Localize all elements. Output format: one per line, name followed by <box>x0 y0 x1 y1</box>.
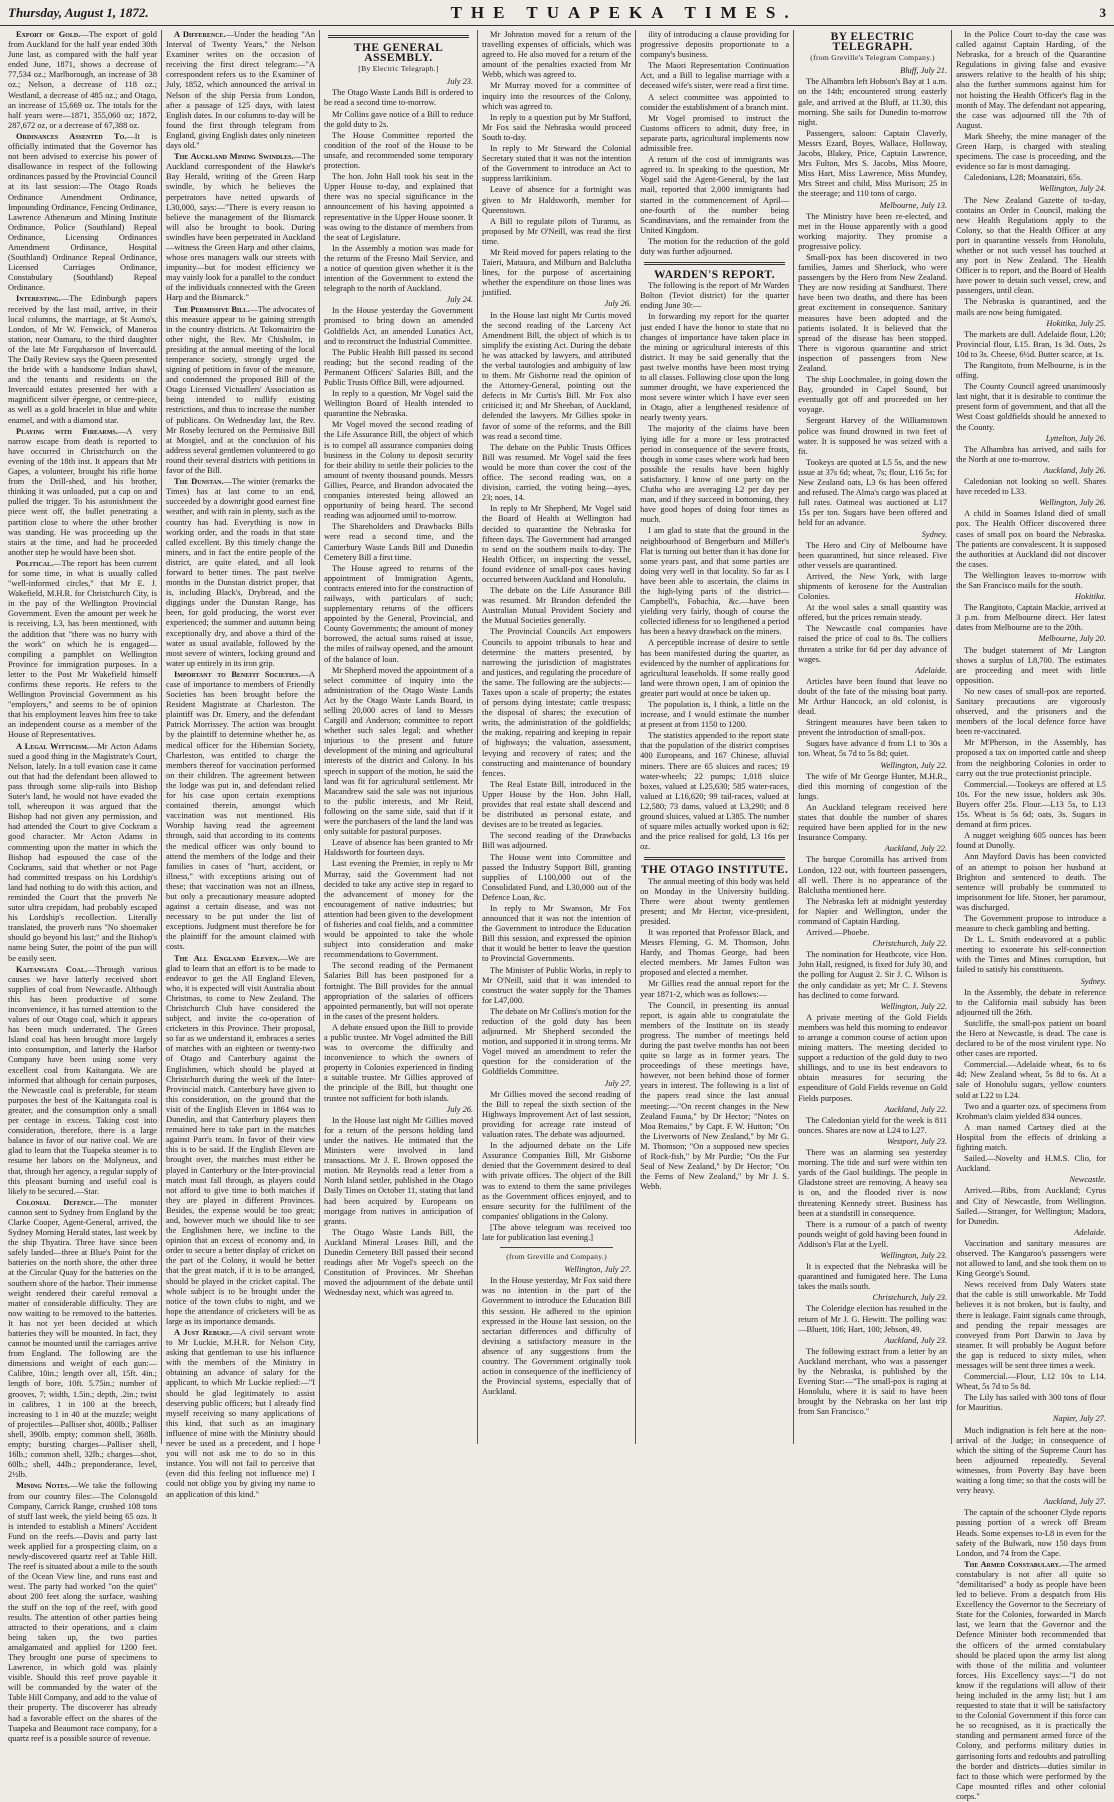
paragraph: In the House last night Mr Gillies moved for a return of the persons holding land under the natives. He intimated that the Ministers were involved in land transactions. Mr J. E. Brown opposed the motion. Mr Reynolds read a letter from a North Island settler, published in the Otago Daily Times on October 11, stating that land had been acquired by Europeans on mortgage from natives in anticipation of grants. <box>324 1115 474 1226</box>
paragraph-heading: Mining Notes. <box>16 1481 70 1491</box>
paragraph: It is expected that the Nebraska will be quarantined and fumigated here. The Luna takes the mails south. <box>798 1262 948 1292</box>
paragraph: Small-pox has been discovered in two families, James and Sherlock, who were passengers by the Hero from New Zealand. They are now residing at Sandhurst. There have been two deaths, and there has been great excitement in consequence. Sanitary measures have been adopted and the patients isolated. It is believed that the spread of the disease has been stopped. There is vigorous quarantine and strict inspection of passengers from New Zealand. <box>798 252 948 373</box>
paragraph: A select committee was appointed to consider the establishment of a branch mint. <box>640 92 790 112</box>
page-number: 3 <box>1099 4 1106 20</box>
paragraph: Commercial.—Tookeys are offered at L5 10s. For the new issue, holders ask 30s. Buyers offer 25s. Flour.—L13 5s, to L13 15s. Wheat is 5s 6d; oats, 3s. Sugars in demand at firm prices. <box>956 779 1106 830</box>
paragraph <box>8 427 157 558</box>
paragraph: In reply to a question put by Mr Stafford, Mr Fox said the Nebraska would proceed South to-day. <box>482 112 632 142</box>
paragraph: The barque Coromilla has arrived from London, 122 out, with fourteen passengers, all well. There is no appearance of the Balclutha mentioned here. <box>798 855 948 895</box>
divider <box>328 35 469 38</box>
paragraph: The annual meeting of this body was held on Monday in the University building. There were about twenty gentlemen present; and Mr Hector, vice-president, presided. <box>640 876 790 926</box>
dateline: Wellington, July 22. <box>880 1001 948 1011</box>
paragraph: Commercial.—Adelaide wheat, 6s to 6s 4d; New Zealand wheat, 5s 8d to 6s. At a sale of Honolulu sugars, yellow counters sold at L22 to L24. <box>956 1060 1106 1100</box>
paragraph <box>8 132 157 294</box>
paragraph: The Real Estate Bill, introduced in the Upper House by the Hon. John Hall, provides that real estate shall descend and be distributed as personal estate, and devises are to be treated as legacies. <box>482 779 632 830</box>
paragraph-text: —The advocates of this measure appear to be gaining strength in the country districts. At Tokomairiro the other night, the Rev. Mr Chisholm, in presiding at the annual meeting of the local temperance society, strongly urged the signing of petitions in favor of the measure, and condemned the proposed Bill of the Otago Licensed Victuallers' Association as being intended to nullify existing restrictions, and thus to increase the number of publicans. On Wednesday last, the Rev. Mr Roseby lectured on the Permissive Bill at Mosgiel, and at the conclusion of his address several gentlemen volunteered to go round their several districts with petitions in favor of the Bill. <box>166 304 316 476</box>
paragraph: A debate ensued upon the Bill to provide a public trustee. Mr Vogel admitted the Bill was to overcome the difficulty and inconvenience to which the owners of property in Colonies experienced in finding a suitable trustee. Mr Gillies approved of the principle of the Bill, but thought one trustee not sufficient for both islands. <box>324 1022 474 1103</box>
paragraph: ility of introducing a clause providing for progressive deposits proportionate to a company's business. <box>640 30 790 60</box>
paragraph: Sugars have advance d from L1 to 30s a ton. Wheat, 5s 7d to 5s 8d; quiet. <box>798 739 948 759</box>
paragraph-text: —The export of gold from Auckland for the half year ended 30th June last, as compared with the half year ended June, 1871, shows a decrease of 77,534 oz.; Marlborough, an increase of 38 oz.; Nelson, a decrease of 118 oz.; Westland, a decrease of 485 oz.; and Otago, an increase of 15,669 oz. The totals for the half years were—1871, 355,060 oz; 1872, 287,672 oz, or a decrease of 67,388 oz. <box>8 30 158 130</box>
paragraph: In the Assembly, the debate in reference to the California mail subsidy has been adjourned till the 26th. <box>956 987 1106 1017</box>
paragraph <box>166 305 315 477</box>
paragraph: The Alhambra left Hobson's Bay at 1 a.m. on the 14th; encountered strong easterly gale, and arrived at the Bluff, at 11.30, this morning. She sails for Dunedin to-morrow night. <box>798 77 948 127</box>
paragraph: A man named Cartney died at the Hospital from the effects of drinking a fighting match. <box>956 1122 1106 1153</box>
paragraph-text: —The armed constabulary is not after all quite so "demilitarised" a body as people have been led to believe. From a despatch from His Excellency the Governor to the Secretary of State for the Colonies, forwarded in March last, we learn that the Governor and the Defence Minister both recommended that the officers of the armed constabulary should be placed upon the army list along with those of the militia and volunteer forces. His Excellency says:—"I do not know if the regulations will allow of their being included in the army list; but I am requested to state that it will be satisfactory to the Colonial Government if this force can be so recognised, as it is practically the standing and permanent armed force of the Colony, and performs military duties in garrisoning forts and redoubts and patrolling the border and districts—duties similar in fact to those which were performed by the Cape mounted rifles and other colonial corps." <box>956 1559 1106 1801</box>
paragraph: A return of the cost of immigrants was agreed to. In speaking to the question, Mr Vogel said the Agent-General, by the last mail, reported that 2,000 immigrants had started in the commencement of April—one-fourth of the number being Scandinavians, and the remainder from the United Kingdom. <box>640 155 790 235</box>
paragraph: The House Committee reported the condition of the roof of the House to be unsafe, and recommended some temporary protection. <box>324 130 474 171</box>
paragraph-text: —We take the following from our country files:—The Colonsgold Company, Carrick Range, crushed 108 tons of stuff last week, the yield being 65 ozs. It is intended to establish a Miners' Accident Fund on the reefs.—Davis and party last week applied for a prospecting claim, on a newly-discovered quartz reef at Table Hill. The reef is situated about a mile to the south of the Ocean View line, and runs east and west. The party had worked "on the quiet" about 200 feet along the surface, washing the stuff on the top of the reef, with good results. The attention of other parties being attracted to their operations, and a claim being taken up, the two parties amalgamated and applied for 1200 feet. They brought one purse of specimens to Lawrence, in which gold was plainly visible. Should this reef prove payable it will be commanded by the water of the Table Hill Company, and add to the value of their property. The discoverer has already had a favorable effect on the shares of the Tuapeka and Beaumont race company, for a quartz reef is a possible source of revenue. <box>8 1481 158 1743</box>
paragraph-heading: The Auckland Mining Swindles. <box>174 152 294 162</box>
dateline: Napier, July 27. <box>1052 1414 1106 1424</box>
paragraph: Arrived.—Ribs, from Auckland; Cyrus and City of Newcastle, from Wellington. Sailed.—Stranger, for Wellington; Madora, for Dunedin. <box>956 1186 1106 1226</box>
paragraph: The Alhambra has arrived, and sails for the North at one to-morrow. <box>956 444 1106 464</box>
paragraph: Mr Reid moved for papers relating to the Taieri, Mataura, and Milburn and Balclutha lines, for the purpose of ascertaining whether the expenditure on those lines was justified. <box>482 247 632 298</box>
paragraph: Caledonian not looking so well. Shares have receded to L33. <box>956 477 1106 497</box>
dateline: Wellington, July 27. <box>564 1265 632 1275</box>
paragraph: Caledonians, L28; Moanatairi, 65s. <box>964 173 1083 183</box>
paragraph-heading: A Just Rebuke. <box>174 1328 232 1337</box>
column-1 <box>4 30 162 1743</box>
paragraph: The Public Health Bill passed its second reading; but the second reading of the Permanent Officers' Salaries Bill, and the Public Trusts Office Bill, were adjourned. <box>324 347 474 387</box>
dateline: Melbourne, July 20. <box>1038 634 1106 644</box>
paragraph: Mr Gillies moved the second reading of the Bill to repeal the sixth section of the Highways Improvement Act of last session, providing for acreage rate instead of valuation rates. The debate was adjourned. <box>482 1089 632 1140</box>
paragraph-text: —It is officially intimated that the Governor has not been advised to exercise his power of disallowance in respect of the following ordinances passed by the Provincial Council at its last session:—The Otago Roads Ordinance Amendment Ordinance, Impounding Ordinance, Fencing Ordinance, Lawrence Athenæum and Mining Institute Ordinance, Police (Southland) Repeal Ordinance, Licensing Ordinances Amendment Ordinance, Hospital (Southland) Ordinance Repeal Ordinance, Licensed Carriages Ordinance, Constabulary (Southland) Repeal Ordinance. <box>8 131 158 293</box>
dateline: Adelaide. <box>1074 1227 1106 1237</box>
paragraph: The House went into Committee and passed the Industry Support Bill, granting supplies of L100,000 out of the Consolidated Fund, and L30,000 out of the Defence Loan, &c. <box>482 852 632 902</box>
dateline: Auckland, July 27. <box>1043 1497 1106 1507</box>
paragraph: The majority of the claims have been lying idle for a more or less protracted period in consequence of the severe frosts, though in some cases where work had been possible the results have been highly satisfactory. I know of one party on the Clutha who are averaging L2 per day per man, and if they succeed in bottoming, they have good hopes of doing four times as much. <box>640 424 790 525</box>
dateline: Christchurch, July 23. <box>872 1293 948 1303</box>
dateline: Hokitika. <box>1075 592 1106 602</box>
paragraph-heading: Important to Benefit Societies. <box>174 669 301 679</box>
column-4 <box>478 30 636 1444</box>
paragraph <box>8 742 157 964</box>
paragraph: At the wool sales a small quantity was offered, but the prices remain steady. <box>798 603 948 623</box>
paragraph <box>8 1198 157 1481</box>
paragraph: The following extract from a letter by an Auckland merchant, who was a passenger by the Nebraska, is published by the Evening Star:—"The small-pox is raging at Honolulu, where it is said to have been brought by the Nebraska on her last trip from San Francisco." <box>798 1346 948 1417</box>
paragraph <box>166 670 315 953</box>
paragraph: The Caledonian yield for the week is 811 ounces. Shares are now at L24 to L27. <box>798 1115 948 1135</box>
paragraph: The Otago Waste Lands Bill, the Auckland Mineral Leases Bill, and the Dunedin Cemetery Bill passed their second readings after Mr Vogel's speech on the Constitution of Provinces. Mr Sheehan moved the adjournment of the debate until Wednesday next, which was agreed to. <box>324 1227 474 1298</box>
paragraph: Sutcliffe, the small-pox patient on board the Hero at Newcastle, is dead. The case is declared to be of the most virulent type. No other cases are reported. <box>956 1018 1106 1059</box>
dateline: Wellington, July 26. <box>1039 498 1106 508</box>
paragraph-heading: The Permissive Bill. <box>174 304 250 314</box>
paragraph-heading: Colonial Defence. <box>16 1197 96 1207</box>
paragraph: The New Zealand Gazette of to-day, contains an Order in Council, making the new Health Regulations apply to the Colony, so that the Health Officer at any port in quarantine vessels from Honolulu, whether or not such vessel has touched at any port in New Zealand. The Health Officer is to report, and the Board of Health have power to detain such vessel, crew, and passengers, until clean. <box>956 195 1106 296</box>
paragraph: The population is, I think, a little on the increase, and I would estimate the number at present at from 1150 to 1200. <box>640 700 790 730</box>
paragraph: Sailed.—Novelty and H.M.S. Clio, for Auckland. <box>956 1154 1106 1174</box>
paragraph: In the adjourned debate on the Life Assurance Companies Bill, Mr Gisborne denied that the Government desired to deal with private offices. The object of the Bill was to extend to them the same privileges as the Government offices enjoyed, and to ensure security for the fulfilment of the companies' obligations in the Colony. <box>482 1141 632 1221</box>
paragraph: An Auckland telegram received here states that double the number of shares required have been applied for in the new Insurance Company. <box>798 802 948 843</box>
paragraph: Ann Mayford Davis has been convicted of an attempt to poison her husband at Brighton and sentenced to death. The sentence will probably be commuted to imprisonment for life. Stoner, her paramour, was discharged. <box>956 852 1106 912</box>
dateline: Bluff, July 21. <box>900 66 948 76</box>
dateline: Hokitika, July 25. <box>1046 318 1106 328</box>
dateline: July 26. <box>604 299 632 309</box>
paragraph: Passengers, saloon: Captain Claverly, Messrs Ezard, Boyes, Wallace, Holloway, Jacobs, Blakey, Price, Captain Lawrence, Mrs Fulton, Mrs S. Jacobs, Miss Moore, Miss Hart, Miss Lawrence, Miss Mundey, Mrs Street and child, Miss Murison; 25 in the steerage; and 110 tons of cargo. <box>798 128 948 199</box>
section-byline: [By Electric Telegraph.] <box>358 64 439 74</box>
paragraph: Mr Murray moved for a committee of inquiry into the resources of the Colony, which was agreed to. <box>482 81 632 111</box>
paragraph <box>956 1560 1106 1802</box>
paragraph: The Nebraska left at midnight yesterday for Napier and Wellington, under the command of Captain Harding. <box>798 896 948 926</box>
paragraph: Mr M'Pherson, in the Assembly, has proposed a tax on imported cattle and sheep from the neighboring Colonies in order to carry out the true protectionist principle. <box>956 738 1106 778</box>
paragraph: A Bill to regulate pilots of Turamu, as proposed by Mr O'Neill, was read the first time. <box>482 216 632 246</box>
paragraph: The Council, in presenting its annual report, is again able to congratulate the members of the Institute on its steady progress. The number of meetings held during the past twelve months has not been quite so large as in former years. The proceedings of these meetings have, however, not been behind those of former years in interest. The following is a list of the papers read since the last annual meeting:—"On recent changes in the New Zealand Fauna," by Dr Hector; "Notes on Moa Remains," by Capt. F. W. Hutton; "On the Liverworts of New Zealand," by Mr G. M. Thomson; "On a supposed new species of Rock-fish," by Mr Purdie; "On the Fur Seal of New Zealand," by Dr Hector; "On the Ferns of New Zealand," by Mr J. S. Webb. <box>640 1000 790 1192</box>
paragraph: Two and a quarter ozs. of specimens from Krohman's claim yielded 834 ounces. <box>956 1101 1106 1121</box>
paragraph: In the Police Court to-day the case was called against Captain Harding, of the Nebraska, for a breach of the Quarantine Regulations in giving false and evasive answers relative to the health of his ship; also the further summons against him for not hoisting the Health Officer's flag in the month of May. The defendant not appearing, the case was adjourned till the 7th of August. <box>956 30 1106 130</box>
paragraph: The second reading of the Drawbacks Bill was adjourned. <box>482 831 632 851</box>
newspaper-title: THE TUAPEKA TIMES. <box>450 2 798 22</box>
column-grid <box>4 30 1110 1801</box>
paragraph-text: —The report has been current for some time, in what is usually called "well-informed circles," that Mr E. J. Wakefield, M.H.R. for Christchurch City, is in the pay of the Wellington Provincial Government. Even the amount per week he is receiving, L3, has been mentioned, with the addition that "there was no hurry with the work" on which he is engaged—compiling a pamphlet on Wellington Province for immigration purposes. In a letter to the Post Mr Wakefield himself confirms these reports. He refers to the Wellington Provincial Government as his "employers," and seems to be of opinion that his employment leaves him free to take an independent course as a member of the House of Representatives. <box>8 558 158 740</box>
dateline: Newcastle. <box>1069 1175 1106 1185</box>
paragraph: Mr Collins gave notice of a Bill to reduce the gold duty to 2s. <box>324 109 474 129</box>
paragraph: The motion for the reduction of the gold duty was further adjourned. <box>640 236 790 256</box>
paragraph-heading: Export of Gold. <box>16 30 81 39</box>
paragraph <box>166 477 315 669</box>
dateline: Melbourne, July 13. <box>879 200 948 210</box>
dateline: Wellington, July 24. <box>1039 184 1106 194</box>
dateline: Sydney. <box>1080 976 1106 986</box>
paragraph: Mark Sheehy, the mine manager of the Green Harp, is charged with stealing specimens. The case is proceeding, and the evidence so far is most damaging. <box>956 131 1106 172</box>
paragraph-text: —A very narrow escape from death is reported to have occurred in Christchurch on the evening of the 18th inst. It appears that Mr Gapes, a volunteer, brought his rifle home from the Drill-shed, and his brother, thinking it was unloaded, put a cap on and pulled the trigger. To his astonishment the piece went off, the bullet penetrating a partition close to where the other brother was standing. He was proceeding up the stairs at the time, and had he proceeded another step he would have been shot. <box>8 426 158 557</box>
paragraph-text: —Mr Acton Adams sued a good thing in the Magistrate's Court, Nelson, lately. In a toll evasion case it came out that had the defendant been allowed to pass through some slip-rails into Bishop Suter's land, he would not have evaded the toll, whereupon it was argued that the Bishop had not given any permission, and had attended the Court to give Cockram a good character. Mr Acton Adams in commenting upon the matter in which the Bishop had espoused the case of the Cockrams, said that whether or not Page had committed trespass on his Lordship's land had nothing to do with this action, and reminded the Court that the proverb Ne sutor ultra crepidam, had probably escaped his Lordship's recollection. Literally translated, the proverb runs "No shoemaker should go beyond his last;" and the Bishop's name being Suter, the point of the pun will be easily seen. <box>8 741 158 963</box>
divider <box>644 857 785 860</box>
paragraph: Mr Vogel moved the second reading of the Life Assurance Bill, the object of which is to compel all assurance companies doing business in the Colony to deposit security for their ability to settle their policies to the amount of twenty thousand pounds. Messrs Gillies, Pearce, and Brandon advocated the companies interested being allowed an opportunity of being heard. The second reading was adjourned until to-morrow. <box>324 420 474 521</box>
dateline: Adelaide. <box>915 665 948 675</box>
paragraph: In the Assembly a motion was made for the returns of the Fresno Mail Service, and a notice of question given whether it is the intention of the Government to extend the telegraph to the north of Auckland. <box>324 243 474 294</box>
paragraph: Arrived, the New York, with large shipments of kerosene for the Australian Colonies. <box>798 571 948 602</box>
paragraph: The Government propose to introduce a measure to check gambling and betting. <box>956 913 1106 934</box>
paragraph: Articles have been found that leave no doubt of the fate of the missing boat party. Mr Arthur Hancock, an old colonist, is dead. <box>798 676 948 717</box>
dateline: July 27. <box>604 1078 632 1088</box>
section-title: THE GENERAL ASSEMBLY. <box>353 42 444 65</box>
paragraph-heading: Political. <box>16 558 54 568</box>
paragraph: The ship Loochmalee, in going down the Bay, grounded in Capel Sound, but eventually got off and proceeded on her voyage. <box>798 375 948 415</box>
paragraph: Last evening the Premier, in reply to Mr Murray, said the Government had not decided to take any active step in regard to the advancement of money for the encouragement of native industries; but attention had been given to the development of fisheries and coal fields, and a committee would be appointed to take the whole subject into consideration and make recommendations to Government. <box>324 859 474 960</box>
paragraph: The County Council agreed unanimously last night, that it is desirable to continue the present form of government, and that all the West Coast goldfields should be annexed to the County. <box>956 382 1106 432</box>
paragraph-text: —The monster cannon sent to Sydney from England by the Clarke Cooper, Agent-General, arrived, the Sydney Morning Herald states, last week by the ship Thyatira. Three have since been safely landed—three at Blue's Point for the batteries on the north shore, the other three at the Circular Quay for the batteries on the southern shore of the harbor. Their immense weight rendered their careful removal a matter of considerable difficulty. They are now waiting to be removed to the batteries. It has not yet been decided at which batteries they will be mounted. In fact, they cannot be mounted until the carriages arrive from England. The following are the dimensions and weight of each gun:—Calibre, 10in.; length over all, 15ft. 4in.; length of bore, 10ft. 5.75in.; number of grooves, 7; width, 1.5in.; depth, .2in.; twist in calibres, 1 in 100 at the breech, increasing to 1 in 40 at the muzzle; weight of projectiles—Palliser shot, 400lb.; Palliser shell, 390lb. empty; common shell, 368lb. empty; bursting charges—Palliser shell, 16lb.; common shell, 32lb.; charges—shot, 60lb.; shell, 44lb.; preponderance, level, 2½lb. <box>8 1197 158 1480</box>
paragraph: I am glad to state that the ground in the neighbourhood of Bengerburn and Miller's Flat is turning out better than it has done for some years past, and that some parties are doing very well in that locality. So far as I have been able to ascertain, the claims in the high-lying parts of the district—Campbell's, Fobachia, &c.—have been yielding very fairly, though of course the collected idleness for so lengthened a period has been a heavy drawback on the miners. <box>640 526 790 637</box>
paragraph-text: —The Auckland correspondent of the Hawke's Bay Herald, writing of the Green Harp swindle, by which he believes the perpetrators have netted upwards of L30,000, says:—"There is every reason to believe the management of the Bismarck will also be brought to book. During swindles have been perpetrated in Auckland—witness the Green Harp and other claims, whose ores managers walk our streets with impunity—but for modest efficiency we may vainly look for a parallel to the conduct of the individuals connected with the Green Harp and the Bismarck." <box>166 152 316 303</box>
paragraph: The Lily has sailed with 300 tons of flour for Mauritius. <box>956 1393 1106 1413</box>
paragraph: The Hero and City of Melbourne have been quarantined, but since released. Five other vessels are quarantined. <box>798 540 948 570</box>
dateline: Auckland, July 22. <box>884 1104 948 1114</box>
paragraph-text: —Through various causes we have latterly received short supplies of coal from Newcastle. Although this has been productive of some inconvenience, it has turned attention to the values of our Otago coal, which it appears has been much underrated. The Green Island coal has been brought more largely into consumption, and latterly the Harbor Company have been using some very excellent coal from Kaitangata. We are informed that although for certain purposes, the Newcastle coal is preferable, for steam purposes the best of the Kaitangata coal is greater, and the consumption only a small per centage in excess. Taking cost into consideration, therefore, there is a large balance in favor of our native coal. We are glad to learn that the Tuapeka steamer is to resume her labors on the Molyneux, and that, through her agency, a regular supply of this pleasant burning and useful coal is likely to be secured.—Star. <box>8 964 158 1196</box>
paragraph-text: —We are glad to learn that an effort is to be made to endeavor to get the All England Eleven, who, it is expected will visit Australia about Christmas, to come to New Zealand. The Christchurch Club have considered the subject, and invite the co-operation of cricketers in this Province. Their proposal, so far as we understand it, embraces a series of matches with an eighteen or twenty-two of Otago and Canterbury against the Englishmen, which should be played at Christchurch during the week of the Inter-Provincial match. Canterbury have given to this consideration, on the ground that the visit of the English Eleven in 1864 was to Dunedin, and that Canterbury players then remained here to take part in the matches against Parr's team. In favor of their view this is to be said. If the English Eleven are brought over, the matches must either be played in Canterbury or the Inter-provincial match must fall through, as players could not afford to give time to both matches if they are played in different Provinces. Besides, the expense would be too great; and, however much we should like to see the Englishmen here, we incline to the opinion that an excess of economy and, in order to secure a better display of cricket on the part of the Colony, it would be better that the great match, if it is to be arranged, should be played in the cricket capital. The whole subject is to be brought under the notice of the town clubs to night, and we hope the attendance of cricketers will be as large as its importance demands. <box>166 953 316 1326</box>
paragraph: In the House last night Mr Curtis moved the second reading of the Larceny Act Amendment Bill, the object of which is to simplify the existing Act. During the debate he was attacked by lawyers, and attributed the verbal tautologies and ambiguity of law to them. Mr Gisborne read the opinion of the Attorney-General, pointing out the defects in Mr Curtis's Bill. Mr Fox also criticised it; and Mr Sheehan, of Auckland, defended the lawyers. Mr Gillies spoke in favor of some of the reforms, and the Bill was read a second time. <box>482 310 632 441</box>
paragraph: In reply to Mr Steward the Colonial Secretary stated that it was not the intention of the Government to introduce an Act to suppress larrikinism. <box>482 144 632 184</box>
paragraph: The Nebraska is quarantined, and the mails are now being fumigated. <box>956 297 1106 317</box>
paragraph: Mr Shepherd moved the appointment of a select committee of inquiry into the administration of the Otago Waste Lands Act by the Otago Waste Lands Board, in selling 20,000 acres of land to Messrs Cargill and Anderson; committee to report whether such sales legal; and whether injurious to the present and future development of the mining and agricultural interests of the district and Colony. In his speech in support of the motion, he said the land was fit for agricultural settlement. Mr Macandrew said the sale was not injurious to the public interests, and Mr Reid, following on the same side, said that if it were the purchasers of the land the land was only suitable for pastoral purposes. <box>324 665 474 837</box>
paragraph: The captain of the schooner Clyde reports passing portion of a wreck off Bream Heads. Some expenses to-L8 in even for the safety of the Bulwark, now 150 days from London, and 74 from the Cape. <box>956 1508 1106 1558</box>
paragraph: The debate on the Public Trusts Offices Bill was resumed. Mr Vogel said the fees would be more than cover the cost of the office. The second reading was, on a division, carried, the voting being—ayes, 23; noes, 14. <box>482 442 632 503</box>
issue-date: Thursday, August 1, 1872. <box>8 4 149 20</box>
paragraph: The debate on the Life Assurance Bill was resumed. Mr Brandon defended the Australian Mutual Provident Society and the Mutual Societies generally. <box>482 586 632 626</box>
paragraph: A private meeting of the Gold Fields members was held this morning to endeavor to arrange a common course of action upon mining matters. The meeting decided to support a reduction of the gold duty to two shillings, and to use its best endeavors to obtain measures for securing the expenditure of Gold Fields revenue on Gold Fields purposes. <box>798 1012 948 1103</box>
paragraph: The Minister of Public Works, in reply to Mr O'Neill, said that it was intended to construct the water supply for the Thames for L47,000. <box>482 965 632 1005</box>
paragraph: The Coleridge election has resulted in the return of Mr J. G. Hewitt. The polling was:—Bluett, 106; Hart, 100; Jebson, 49. <box>798 1304 948 1334</box>
paragraph-text: —The winter (remarks the Times) has at last come to an end, succeeded by a downright good earnest fine weather, and with rain in plenty, such as the country has had. Everything is now in working order, and the roads in that state called excellent. By this timely change the miners, and in fact the entire people of the district, are quite elated, and all look forward to better times. The past twelve months in the Dunstan district proper, that is, including Black's, Drybread, and the diggings under the Dunstan Range, has been, for gold producing, the worst ever experienced; the summer and autumn being exceptionally dry, and above a third of the water as usual available, followed by the most severe of winters, locking ground and water up entirely in its iron grip. <box>166 477 316 668</box>
paragraph: The debate on Mr Collins's motion for the reduction of the gold duty has been adjourned. Mr Shepherd seconded the motion, and supported it in strong terms. Mr Vogel moved an amendment to refer the question for the consideration of the Goldfields Committee. <box>482 1006 632 1077</box>
paragraph: In reply to a question, Mr Vogel said the Wellington Board of Health intended to quarantine the Nebraska. <box>324 389 474 419</box>
paragraph-heading: A Difference. <box>174 30 226 39</box>
paragraph: The Ministry have been re-elected, and met in the House apparently with a good working majority. They promise a progressive policy. <box>798 211 948 251</box>
paragraph: In reply to Mr Swanson, Mr Fox announced that it was not the intention of the Government to introduce the Education Bill this session, and expressed the opinion that it would be better to leave the question to Provincial Governments. <box>482 903 632 964</box>
paragraph: In the House yesterday the Government promised to bring down an amended Goldfields Act, an amended Lunatics Act, and to reconstruct the Industrial Committee. <box>324 306 474 346</box>
dateline: Wellington, July 23. <box>880 1250 948 1260</box>
column-2 <box>162 30 320 1499</box>
dateline: Sydney. <box>921 529 948 539</box>
paragraph: The Newcastle coal companies have raised the price of coal to 8s. The colliers threaten a strike for 6d per day advance of wages. <box>798 624 948 664</box>
paragraph <box>166 954 315 1327</box>
paragraph-heading: A Legal Witticism. <box>16 741 89 751</box>
paragraph: The Otago Waste Lands Bill is ordered to be read a second time to-morrow. <box>324 88 474 108</box>
paragraph <box>166 30 315 151</box>
paragraph: Tookeys are quoted at L5 5s, and the new issue at 37s 6d; wheat, 7s; flour, L16 5s; for New Zealand oats, L3 6s has been offered and refused. The Alma's cargo was placed at full rates. Oatmeal was auctioned at L17 15s per ton. Sugars have been offered and held for an advance. <box>798 457 948 528</box>
dateline: Wellington, July 22. <box>880 760 948 770</box>
paragraph: The Provincial Councils Act empowers Councils to appoint tribunals to hear and determine the matters presented, by narrowing the jurisdiction of magistrates and justices, and regulating the procedure of the same. The following are the subjects:—Taxes upon a scale of property; the estates of persons dying intestate; cattle trespass; the disposal of shares; the execution of writs, the administration of the goldfields; the making, repairing and keeping in repair of highways; the valuation, assessment, levying and recovery of rates; and the constructing and maintenance of boundary fences. <box>482 627 632 778</box>
paragraph <box>8 1481 157 1743</box>
section-title: BY ELECTRIC TELEGRAPH. <box>830 31 915 54</box>
paragraph: The Rangitoto, Captain Mackie, arrived at 3 p.m. from Melbourne direct. Her latest dates from Melbourne are to the 20th. <box>956 603 1106 633</box>
paragraph: Vaccination and sanitary measures are observed. The Kangaroo's passengers were not allowed to land, and she took them on to King George's Sound. <box>956 1238 1106 1279</box>
paragraph: No new cases of small-pox are reported. Sanitary precautions are vigorously observed, and the prisoners and the members of the local defence force have been re-vaccinated. <box>956 686 1106 737</box>
paragraph: The statistics appended to the report state that the population of the district comprises 400 Europeans, and 167 Chinese, alluvial miners. There are 65 sluices and races; 19 water-wheels; 22 pumps; 1,018 sluice boxes, valued at L25,630; 585 water-races, valued at L16,620; 99 tail-races, valued at L2,580; 73 dams, valued at L3,290; and 8 ground sluices, valued at L385. The number of square miles actually worked upon is 62; and the price realised for gold, L3 16s per oz. <box>640 731 790 852</box>
dateline: Auckland, July 23. <box>884 1335 948 1345</box>
paragraph: There was an alarming sea yesterday morning. The tide and surf were within ten yards of the Gaol buildings. The people in Gladstone street are removing. A heavy sea is on, and the flooded river is now threatening Kennedy street. Business has been at a standstill in consequence. <box>798 1148 948 1218</box>
paragraph-text: —A case of importance to members of Friendly Societies has been brought before the Resident Magistrate at Charleston. The plaintiff was Dr. Emery, and the defendant Patrick Morrissey. The action was brought by the plaintiff to determine whether he, as medical officer for the Hibernian Society, Charleston, was entitled to charge the members thereof for vaccination performed on their children. The agreement between the lodge was put in, and defendant relied for his case upon certain exemptions contained therein, amongst which vaccination was not mentioned. His Worship having read the agreement through, said that according to its contents the medical officer was only bound to attend the members of the lodge and their families in cases of "hurt, accident, or illness," with exceptions arising out of these; that vaccination was not an illness, but only a precautionary measure adopted against a certain disease, and was not necessary to be put under the list of exceptions. Judgment must therefore be for the plaintiff for the amount claimed with costs. <box>166 669 316 952</box>
paragraph: The House agreed to returns of the appointment of Immigration Agents, contracts entered into for the construction of railways, with particulars of such; supplementary returns of the officers appointed by the General, Provincial, and County Governments; the amount of money borrowed, the actual sums raised at issue, the miles of railway opened, and the amount of the balance of loan. <box>324 563 474 664</box>
dateline: July 23. <box>446 77 474 87</box>
divider <box>644 262 785 265</box>
paragraph-heading: Ordinances Assented To. <box>16 131 127 141</box>
column-6 <box>794 30 952 1444</box>
paragraph: In forwarding my report for the quarter just ended I have the honor to state that no changes of importance have taken place in the mining or agricultural interests of this district. It may be said generally that the past twelve months have been most trying to all classes. Following close upon the long summer drought, we have experienced the most severe winter which I have ever seen in Otago, after a lengthened residence of nearly twenty years. <box>640 312 790 423</box>
paragraph: A nugget weighing 605 ounces has been found at Dunolly. <box>956 831 1106 851</box>
paragraph-heading: Kaitangata Coal. <box>16 964 88 974</box>
dateline: Lyttelton, July 26. <box>1045 433 1106 443</box>
dateline: Auckland, July 26. <box>1043 465 1106 475</box>
paragraph <box>166 152 315 303</box>
paragraph: Commercial.—Flour, L12 10s to L14. Wheat, 5s 7d to 5s 8d. <box>956 1372 1106 1392</box>
column-5 <box>636 30 794 1444</box>
paragraph: In the House yesterday, Mr Fox said there was no intention in the part of the Government to introduce the Education Bill this session. He adhered to the opinion expressed in the House last session, on the sectarian differences and difficulty of devising a satisfactory measure in the absence of any suggestions from the country. The Government originally took action in consequence of the inefficiency of the Provincial systems, especially that of Auckland. <box>482 1276 632 1397</box>
divider <box>500 1247 613 1248</box>
paragraph: The Rangitoto, from Melbourne, is in the offing. <box>956 361 1106 381</box>
paragraph: News received from Daly Waters state that the cable is still unworkable. Mr Todd believes it is not broken, but is faulty, and there is leakage. Faint signals came through, and pending the repair messages are conveyed from Port Darwin to Java by steamer. It will probably be August before the gap is reduced to sixty miles, when messages will be sent three times a week. <box>956 1280 1106 1370</box>
paragraph: In reply to Mr Shepherd, Mr Vogel said the Board of Health at Wellington had decided to quarantine the Nebraska for fifteen days. The Government had arranged to send on the southern mails to-day. The Health Officer, on inspecting the vessel, found evidence of small-pox cases having occurred between Auckland and Honolulu. <box>482 504 632 584</box>
paragraph: The following is the report of Mr Warden Bolton (Teviot district) for the quarter ending June 30:— <box>640 281 790 311</box>
paragraph: Mr Vogel promised to instruct the Customs officers to admit, duty free, in separate parts, agricultural implements now admissible free. <box>640 113 790 154</box>
paragraph-text: —The Edinburgh papers received by the last mail, arrive, in their local columns, the marriage, at St Asmo's, London, of Mr W. Fenwick, of Maneroa station, near Oamaru, to the third daughter of the late Mr Farquharson of Invercauld. The Daily Review says the Queen presented the bride with a handsome Indian shawl, and the tenants and residents on the Invercauld estates presented her with a magnificent silver épergne, or centre-piece, as well as a gold bracelet in blue and white enamel, and with a diamond star. <box>8 294 158 425</box>
paragraph-heading: Playing with Firearms. <box>16 426 118 436</box>
paragraph <box>8 294 157 425</box>
paragraph: Leave of absence has been granted to Mr Haldsworth for fourteen days. <box>324 838 474 858</box>
section-byline: (from Greville's Telegram Company.) <box>810 53 935 63</box>
paragraph: The wife of Mr George Hunter, M.H.R., died this morning of congestion of the lungs. <box>798 771 948 801</box>
paragraph-text: —Under the heading "An Interval of Twenty Years," the Nelson Examiner writes on the occasion of receiving the first direct telegram:—"A correspondent refers us to the Examiner of July, 1852, which announced the arrival in Nelson of the ship Persia from London, after a passage of 125 days, with latest English dates. In our columns to-day will be found the first through telegram from England, giving English dates only nineteen days old." <box>166 30 316 151</box>
paragraph: The budget statement of Mr Langton shows a surplus of L8,700. The estimates are proceeding and meet with little opposition. <box>956 645 1106 685</box>
paragraph-heading: The Dunstan. <box>174 477 224 487</box>
paragraph: The hon. John Hall took his seat in the Upper House to-day, and explained that there was no special significance in the announcement of his having appointed a representative in the Upper House sooner. It was owing to the distance of members from the seat of Legislature. <box>324 172 474 242</box>
section-title: WARDEN'S REPORT. <box>654 269 776 282</box>
dateline: July 24. <box>446 295 474 305</box>
paragraph-heading: Interesting. <box>16 294 61 304</box>
paragraph: Mr Gillies read the annual report for the year 1871-2, which was as follows:— <box>640 979 790 999</box>
masthead <box>0 0 1114 26</box>
paragraph: The Maori Representation Continuation Act, and a Bill to legalise marriage with a deceased wife's sister, were read a first time. <box>640 61 790 91</box>
paragraph: Sergeant Harvey of the Williamstown police was found drowned in two feet of water. It is supposed he was seized with a fit. <box>798 416 948 456</box>
paragraph: The Wellington leaves to-morrow with the San Francisco mails for the south. <box>956 570 1106 590</box>
column-7 <box>952 30 1110 1801</box>
dateline: Westport, July 23. <box>886 1136 948 1146</box>
paragraph: Mr Johnston moved for a return of the travelling expenses of officials, which was agreed to. He also moved for a return of the amount of the penalties exacted from Mr Webb, which was agreed to. <box>482 30 632 80</box>
section-title: THE OTAGO INSTITUTE. <box>640 864 789 877</box>
paragraph <box>8 965 157 1197</box>
paragraph: The Shareholders and Drawbacks Bills were read a second time, and the Canterbury Waste Lands Bill and Dunedin Cemetery Bill a first time. <box>324 522 474 562</box>
paragraph <box>8 30 157 131</box>
paragraph: Stringent measures have been taken to prevent the introduction of small-pox. <box>798 718 948 738</box>
paragraph: There is a rumour of a patch of twenty pounds weight of gold having been found in Addison's Flat at the Lyell. <box>798 1219 948 1249</box>
paragraph: A child in Soames Island died of small pox. The Health Officer discovered three cases of small pox on board the Nebraska. The patients are convalescent. It is supposed the authorities at Auckland did not discover the cases. <box>956 509 1106 569</box>
paragraph-text: —A civil servant wrote to Mr Luckie, M.H.R. for Nelson City, asking that gentleman to use his influence with the members of the Ministry in obtaining an advance of salary for the applicant, to which Mr Luckie replied:—"I should be glad legitimately to assist deserving public officers; but I already find myself receiving so many applications of this kind, that such as an imaginary influence of mine with the Ministry should never be used as a precedent, and I hope you will not ask me to do so in this instance. You will not fail to perceive that (even did this feeling not influence me) I could not oblige you by giving my name to an application of this kind." <box>166 1328 316 1499</box>
column-3 <box>320 30 478 1444</box>
paragraph: Leave of absence for a fortnight was given to Mr Haldsworth, member for Queenstown. <box>482 185 632 215</box>
paragraph: It was reported that Professor Black, and Messrs Fleming, G. M. Thomson, John Hardy, and Thomas George, had been elected members. Mr James Fulton was proposed and elected a member. <box>640 927 790 978</box>
paragraph: The markets are dull. Adelaide flour, L20; Provincial flour, L15. Bran, 1s 3d. Oats, 2s 10d to 3s. Cheese, 6½d. Butter scarce, at 1s. <box>956 329 1106 359</box>
paragraph: Much indignation is felt here at the non-arrival of the Judge; in consequence of which the sitting of the Supreme Court has been adjourned repeatedly. Several witnesses, from Poverty Bay have been waiting a long time; so that the costs will be very heavy. <box>956 1425 1106 1496</box>
paragraph: Dr L. L. Smith endeavored at a public meeting to exonerate his self-connection with the Times and Mines corruption, but failed to satisfy his constituents. <box>956 935 1106 975</box>
paragraph-heading: The Armed Constabulary. <box>964 1559 1062 1569</box>
section-byline: (from Greville and Company.) <box>506 1252 607 1262</box>
paragraph-heading: The All England Eleven. <box>174 953 280 963</box>
paragraph: A perceptible increase of desire to settle has been manifested during the quarter, as evidenced by the number of applications for agricultural leaseholds. If some really good land were thrown open, I am of opinion the greater part would at once be taken up. <box>640 638 790 698</box>
paragraph <box>8 559 157 741</box>
paragraph: Arrived.—Phoebe. <box>806 928 870 938</box>
dateline: Auckland, July 22. <box>884 844 948 854</box>
dateline: Christchurch, July 22. <box>872 939 948 949</box>
dateline: July 26. <box>446 1104 474 1114</box>
paragraph: The nomination for Heathcote, vice Hon. John Hall, resigned, is fixed for July 30, and the polling for August 2. Sir J. C. Wilson is the only candidate as yet; Mr C. J. Stevens has declined to come forward. <box>798 950 948 1000</box>
paragraph: [The above telegram was received too late for publication last evening.] <box>482 1222 632 1242</box>
paragraph: The second reading of the Permanent Salaries Bill has been postponed for a fortnight. The Bill provides for the annual appropriation of the salaries of officers appointed permanently, but will not operate in the cases of the present holders. <box>324 961 474 1021</box>
paragraph <box>166 1328 315 1500</box>
